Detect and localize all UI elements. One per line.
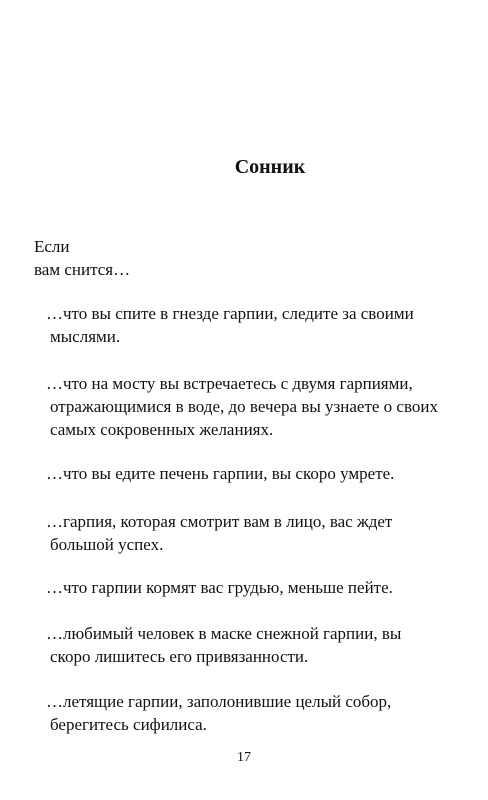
entry-line: скоро лишитесь его привязанности.: [50, 647, 309, 666]
entry-line: отражающимися в воде, до вечера вы узнаете о своих: [50, 397, 438, 416]
entry-line: самых сокровенных желаниях.: [50, 420, 274, 439]
entry-line: …летящие гарпии, заполонившие целый собор,: [46, 692, 392, 711]
dream-entry: [46, 510, 456, 556]
dream-entry: [46, 690, 456, 736]
dream-entry: [46, 302, 456, 348]
dream-entry: [46, 622, 456, 668]
dream-entry: [46, 462, 456, 485]
entry-line: …что на мосту вы встречаетесь с двумя гарпиями,: [46, 374, 413, 393]
entry-line: …гарпия, которая смотрит вам в лицо, вас ждет: [46, 512, 393, 531]
entry-line: мыслями.: [50, 327, 121, 346]
entry-line: берегитесь сифилиса.: [50, 715, 207, 734]
entry-line: большой успех.: [50, 535, 164, 554]
entry-line: …любимый человек в маске снежной гарпии, вы: [46, 624, 402, 643]
page-number: 17: [237, 750, 251, 765]
entry-line: …что гарпии кормят вас грудью, меньше пейте.: [46, 578, 393, 597]
intro-block: [34, 235, 130, 281]
entry-line: …что вы спите в гнезде гарпии, следите за своими: [46, 304, 414, 323]
intro-line-1: Если: [34, 237, 70, 256]
page-title: Сонник: [234, 156, 306, 178]
entry-line: …что вы едите печень гарпии, вы скоро умрете.: [46, 464, 395, 483]
dream-entry: [46, 372, 456, 441]
dream-entry: [46, 576, 456, 599]
intro-line-2: вам снится…: [34, 260, 131, 279]
